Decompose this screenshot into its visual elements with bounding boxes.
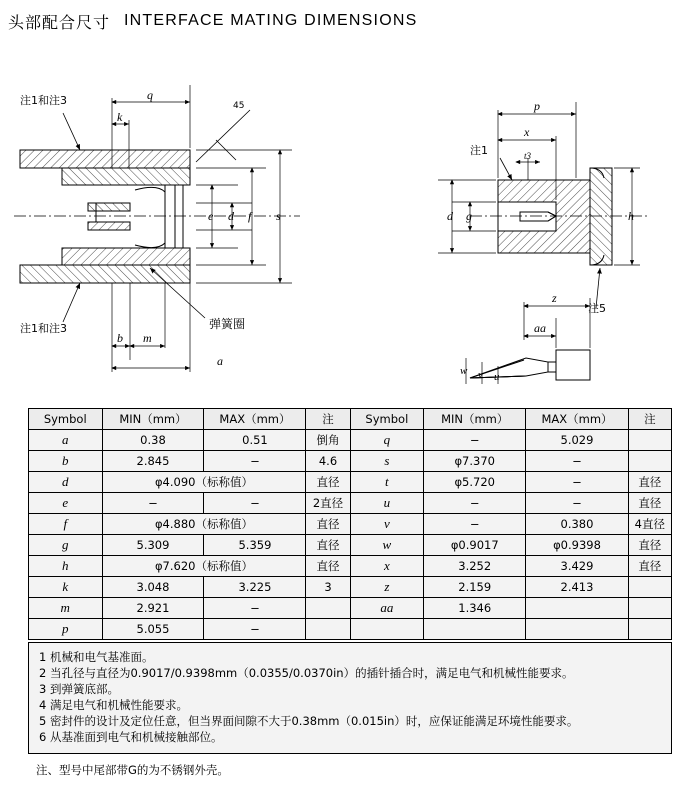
dim-d-left: d xyxy=(228,209,234,223)
cell-min: − xyxy=(424,493,526,514)
cell-note: 倒角 xyxy=(306,430,350,451)
cell-max: 5.029 xyxy=(526,430,628,451)
cell-note: 4.6 xyxy=(306,451,350,472)
table-row xyxy=(29,556,672,577)
cell-min: 5.309 xyxy=(102,535,204,556)
table-row xyxy=(29,619,672,640)
cell-max: 2.413 xyxy=(526,577,628,598)
cell-max xyxy=(526,598,628,619)
cell-min: 3.252 xyxy=(424,556,526,577)
cell-symbol: w xyxy=(350,535,424,556)
notes-block xyxy=(28,642,672,754)
dim-s: s xyxy=(276,209,281,223)
dim-w: w xyxy=(460,365,468,377)
footnote: 注、型号中尾部带G的为不锈钢外壳。 xyxy=(36,763,229,777)
cell-note xyxy=(628,598,671,619)
cell-note: 直径 xyxy=(628,535,671,556)
cell-symbol: g xyxy=(29,535,103,556)
dim-q: q xyxy=(147,88,153,102)
note-item: 6 从基准面到电气和机械接触部位。 xyxy=(39,730,223,744)
dim-t3: t3 xyxy=(524,151,532,161)
cell-symbol: k xyxy=(29,577,103,598)
cell-max: − xyxy=(526,451,628,472)
cell-max: 0.51 xyxy=(204,430,306,451)
header-min-left: MIN（mm） xyxy=(102,409,204,430)
dim-a: a xyxy=(217,354,223,368)
cell-max: 3.225 xyxy=(204,577,306,598)
dim-d-right: d xyxy=(447,209,453,223)
cell-min: 2.921 xyxy=(102,598,204,619)
cell-symbol: b xyxy=(29,451,103,472)
cell-note xyxy=(306,598,350,619)
cell-symbol xyxy=(350,619,424,640)
technical-drawing xyxy=(0,40,700,390)
cell-symbol: m xyxy=(29,598,103,619)
cell-symbol: x xyxy=(350,556,424,577)
cell-min: 2.845 xyxy=(102,451,204,472)
cell-max: 5.359 xyxy=(204,535,306,556)
dim-z: z xyxy=(552,291,557,305)
cell-note: 3 xyxy=(306,577,350,598)
dim-p: p xyxy=(534,99,540,113)
cell-min: 0.38 xyxy=(102,430,204,451)
cell-note xyxy=(628,577,671,598)
cell-symbol: f xyxy=(29,514,103,535)
cell-max: 0.380 xyxy=(526,514,628,535)
cell-symbol: p xyxy=(29,619,103,640)
table-row xyxy=(29,451,672,472)
dim-f: f xyxy=(248,209,252,223)
note-item: 5 密封件的设计及定位任意，但当界面间隙不大于0.38mm（0.015in）时，应保证能满足环境性能要求。 xyxy=(39,714,579,728)
cell-note: 直径 xyxy=(306,472,350,493)
cell-min: 2.159 xyxy=(424,577,526,598)
dim-b: b xyxy=(117,331,123,345)
spec-table xyxy=(28,408,672,640)
cell-symbol: u xyxy=(350,493,424,514)
cell-symbol: q xyxy=(350,430,424,451)
header-note-left: 注 xyxy=(306,409,350,430)
header-symbol-left: Symbol xyxy=(29,409,103,430)
cell-min: 1.346 xyxy=(424,598,526,619)
cell-min-max-merged: φ7.620（标称值） xyxy=(102,556,306,577)
label-note1-3-bottom: 注1和注3 xyxy=(20,322,67,335)
table-row xyxy=(29,514,672,535)
page-title-en: INTERFACE MATING DIMENSIONS xyxy=(124,12,418,29)
label-spring-ring: 弹簧圈 xyxy=(209,317,246,331)
cell-symbol: h xyxy=(29,556,103,577)
dim-x: x xyxy=(524,125,530,139)
cell-symbol: t xyxy=(350,472,424,493)
cell-symbol: d xyxy=(29,472,103,493)
cell-min: 3.048 xyxy=(102,577,204,598)
dim-h: h xyxy=(628,209,634,223)
dim-u: u xyxy=(494,371,500,383)
cell-note xyxy=(628,619,671,640)
cell-min-max-merged: φ4.880（标称值） xyxy=(102,514,306,535)
dim-aa: aa xyxy=(534,321,546,335)
cell-max: − xyxy=(526,493,628,514)
header-min-right: MIN（mm） xyxy=(424,409,526,430)
note-item: 2 当孔径与直径为0.9017/0.9398mm（0.0355/0.0370in）的插针插合时，满足电气和机械性能要求。 xyxy=(39,666,574,680)
note-item: 1 机械和电气基准面。 xyxy=(39,650,154,664)
cell-min: − xyxy=(424,430,526,451)
spec-table-container xyxy=(28,408,672,640)
cell-min: φ5.720 xyxy=(424,472,526,493)
dim-g: g xyxy=(466,209,472,223)
label-45deg: 45 xyxy=(233,101,245,111)
drawing-svg xyxy=(0,40,700,390)
cell-min-max-merged: φ4.090（标称值） xyxy=(102,472,306,493)
cell-note xyxy=(628,430,671,451)
cell-symbol: z xyxy=(350,577,424,598)
label-note5: 注5 xyxy=(588,302,606,315)
cell-note: 直径 xyxy=(628,493,671,514)
cell-note: 直径 xyxy=(306,535,350,556)
dim-e: e xyxy=(208,209,214,223)
table-row xyxy=(29,493,672,514)
table-row xyxy=(29,430,672,451)
table-row xyxy=(29,472,672,493)
table-header-row xyxy=(29,409,672,430)
cell-symbol: s xyxy=(350,451,424,472)
label-note1-3-top: 注1和注3 xyxy=(20,94,67,107)
cell-symbol: aa xyxy=(350,598,424,619)
cell-min xyxy=(424,619,526,640)
page-title xyxy=(8,8,692,34)
cell-max: − xyxy=(204,493,306,514)
cell-min: 5.055 xyxy=(102,619,204,640)
cell-symbol: a xyxy=(29,430,103,451)
cell-note: 直径 xyxy=(628,472,671,493)
cell-max: 3.429 xyxy=(526,556,628,577)
cell-min: − xyxy=(424,514,526,535)
cell-min: φ0.9017 xyxy=(424,535,526,556)
cell-min: − xyxy=(102,493,204,514)
cell-symbol: e xyxy=(29,493,103,514)
cell-note: 2直径 xyxy=(306,493,350,514)
cell-max: − xyxy=(204,619,306,640)
dim-v: v xyxy=(478,369,483,381)
cell-min: φ7.370 xyxy=(424,451,526,472)
cell-note: 直径 xyxy=(306,514,350,535)
note-item: 4 满足电气和机械性能要求。 xyxy=(39,698,188,712)
header-max-right: MAX（mm） xyxy=(526,409,628,430)
table-row xyxy=(29,577,672,598)
header-max-left: MAX（mm） xyxy=(204,409,306,430)
header-symbol-right: Symbol xyxy=(350,409,424,430)
note-item: 3 到弹簧底部。 xyxy=(39,682,119,696)
cell-note: 4直径 xyxy=(628,514,671,535)
dim-m: m xyxy=(143,331,152,345)
cell-max: − xyxy=(204,598,306,619)
cell-max xyxy=(526,619,628,640)
table-row xyxy=(29,535,672,556)
label-note1-right: 注1 xyxy=(470,144,488,157)
cell-note xyxy=(306,619,350,640)
cell-max: − xyxy=(526,472,628,493)
cell-max: φ0.9398 xyxy=(526,535,628,556)
header-note-right: 注 xyxy=(628,409,671,430)
cell-max: − xyxy=(204,451,306,472)
table-row xyxy=(29,598,672,619)
page-title-cn: 头部配合尺寸 xyxy=(8,12,111,32)
cell-note: 直径 xyxy=(628,556,671,577)
cell-symbol: v xyxy=(350,514,424,535)
cell-note: 直径 xyxy=(306,556,350,577)
dim-k: k xyxy=(117,110,123,124)
cell-note xyxy=(628,451,671,472)
